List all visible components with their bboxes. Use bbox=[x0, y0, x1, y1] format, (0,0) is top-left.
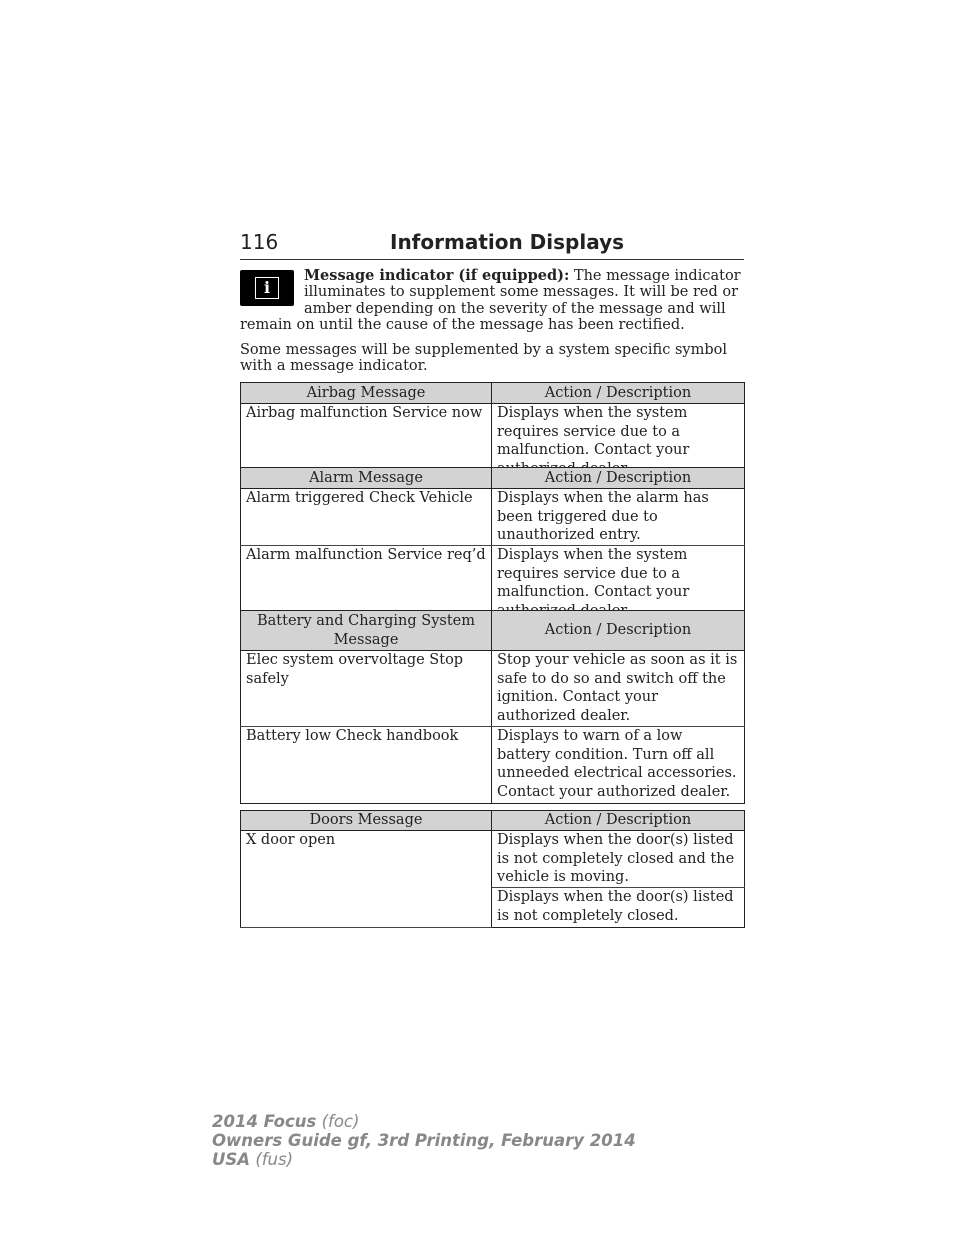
footer-guide: Owners Guide gf, 3rd Printing, February 2014 bbox=[212, 1131, 636, 1150]
footer-model: 2014 Focus bbox=[212, 1112, 317, 1131]
footer-region-line bbox=[212, 1150, 636, 1169]
table-row bbox=[241, 727, 745, 804]
table-header-row bbox=[241, 383, 745, 404]
footer-region: USA bbox=[212, 1150, 251, 1169]
message-cell: Elec system overvoltage Stop safely bbox=[241, 651, 492, 727]
description-cell: Displays when the alarm has been triggered due to unauthorized entry. bbox=[492, 489, 745, 546]
message-cell: Battery low Check handbook bbox=[241, 727, 492, 804]
column-header: Airbag Message bbox=[241, 383, 492, 404]
footer-region-code: (fus) bbox=[255, 1150, 294, 1169]
intro-paragraph: Some messages will be supplemented by a system specific symbol with a message indicator. bbox=[240, 342, 727, 375]
info-note-lead: Message indicator (if equipped): bbox=[304, 267, 570, 284]
section-title: Information Displays bbox=[390, 230, 625, 254]
column-header: Action / Description bbox=[492, 611, 745, 651]
airbag-message-table bbox=[240, 382, 745, 479]
info-icon bbox=[240, 270, 294, 306]
alarm-message-table bbox=[240, 467, 745, 621]
info-icon-glyph: i bbox=[255, 277, 279, 299]
table-row bbox=[241, 489, 745, 546]
table-row bbox=[241, 651, 745, 727]
message-cell: Alarm malfunction Service req’d bbox=[241, 546, 492, 621]
table-header-row bbox=[241, 611, 745, 651]
message-cell: Airbag malfunction Service now bbox=[241, 404, 492, 479]
page-footer bbox=[212, 1112, 636, 1169]
description-cell: Displays to warn of a low battery condition. Turn off all unneeded electrical accessories. Contact your authorized dealer. bbox=[492, 727, 745, 804]
footer-guide-line bbox=[212, 1131, 636, 1150]
description-cell: Stop your vehicle as soon as it is safe to do so and switch off the ignition. Contact your authorized dealer. bbox=[492, 651, 745, 727]
table-header-row bbox=[241, 468, 745, 489]
table-row bbox=[241, 831, 745, 888]
description-cell: Displays when the system requires service due to a malfunction. Contact your bbox=[492, 404, 745, 479]
message-cell: Alarm triggered Check Vehicle bbox=[241, 489, 492, 546]
table-header-row bbox=[241, 811, 745, 831]
description-cell: Displays when the system requires service due to a malfunction. Contact your bbox=[492, 546, 745, 621]
column-header: Alarm Message bbox=[241, 468, 492, 489]
page-number: 116 bbox=[240, 230, 279, 254]
column-header: Action / Description bbox=[492, 811, 745, 831]
doors-message-table bbox=[240, 810, 745, 928]
footer-model-line bbox=[212, 1112, 636, 1131]
column-header: Doors Message bbox=[241, 811, 492, 831]
page-header bbox=[240, 228, 744, 260]
message-cell: X door open bbox=[241, 831, 492, 928]
column-header: Battery and Charging System Message bbox=[241, 611, 492, 651]
info-note-text: The message indicator illuminates to supplement some messages. It will be red or amber depending on the severity of the message and will remain on until the cause of the message has been rectified. bbox=[240, 268, 741, 334]
battery-message-table bbox=[240, 610, 745, 804]
description-cell: Displays when the door(s) listed is not completely closed. bbox=[492, 888, 745, 928]
footer-model-code: (foc) bbox=[321, 1112, 360, 1131]
column-header: Action / Description bbox=[492, 383, 745, 404]
description-cell: Displays when the door(s) listed is not completely closed and the vehicle is moving. bbox=[492, 831, 745, 888]
column-header: Action / Description bbox=[492, 468, 745, 489]
info-note bbox=[240, 268, 744, 334]
